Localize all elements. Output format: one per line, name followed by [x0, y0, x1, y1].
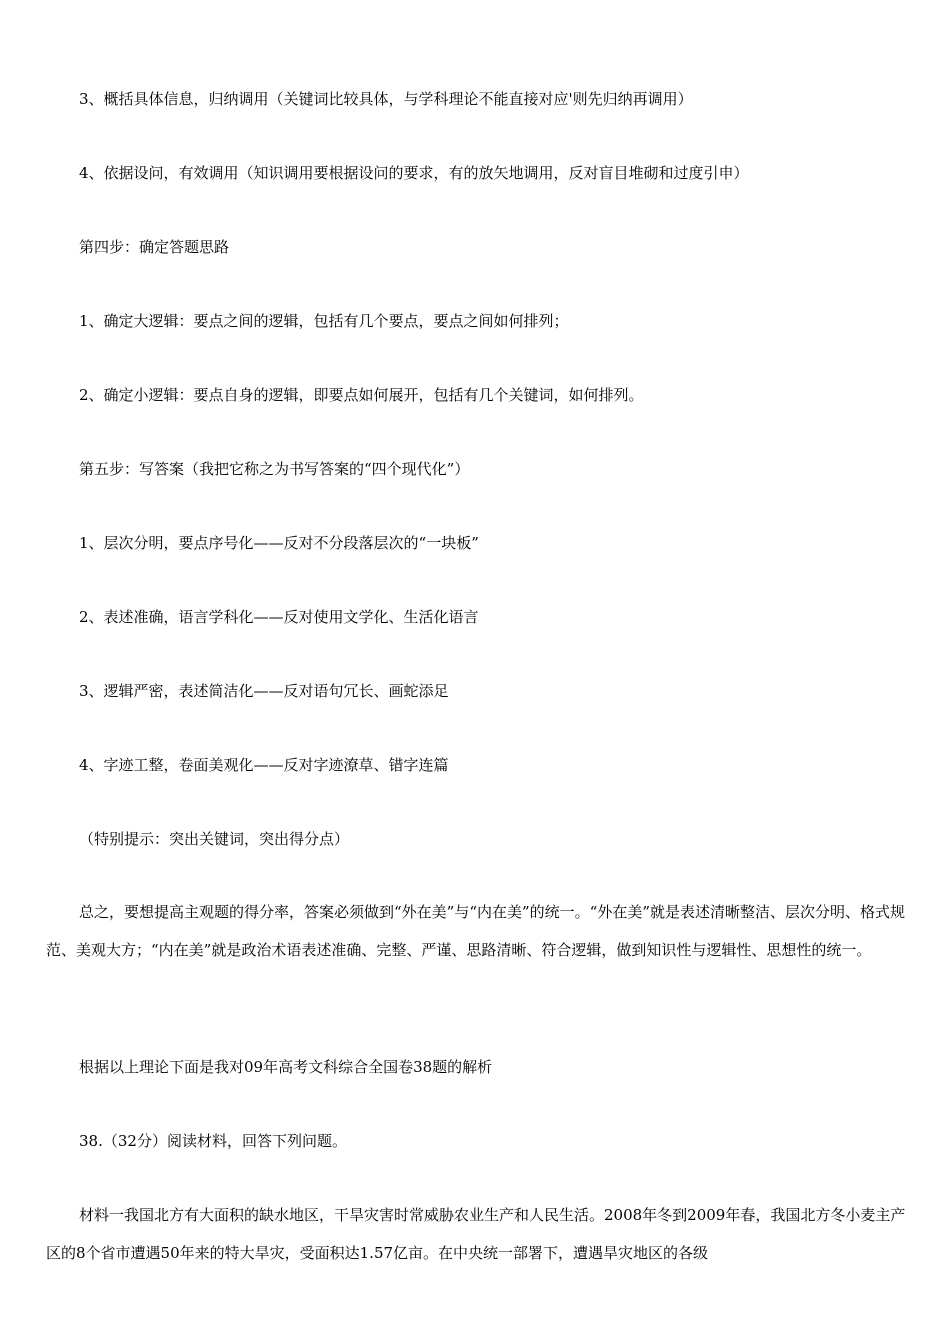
- step-four-item-2: 2、确定小逻辑：要点自身的逻辑，即要点如何展开，包括有几个关键词，如何排列。: [79, 386, 644, 404]
- analysis-intro: 根据以上理论下面是我对09年高考文科综合全国卷38题的解析: [79, 1058, 493, 1076]
- step-five-item-4: 4、字迹工整，卷面美观化——反对字迹潦草、错字连篇: [79, 756, 449, 774]
- question-line: 38.（32分）阅读材料，回答下列问题。: [79, 1132, 347, 1150]
- step-five-heading: 第五步：写答案（我把它称之为书写答案的“四个现代化”）: [79, 460, 470, 478]
- special-tip: （特别提示：突出关键词，突出得分点）: [79, 830, 350, 848]
- step-four-heading: 第四步：确定答题思路: [79, 238, 230, 256]
- step-five-item-3: 3、逻辑严密，表述简洁化——反对语句冗长、画蛇添足: [79, 682, 449, 700]
- step-five-item-1: 1、层次分明，要点序号化——反对不分段落层次的“一块板”: [79, 534, 479, 552]
- step-four-item-1: 1、确定大逻辑：要点之间的逻辑，包括有几个要点，要点之间如何排列；: [79, 312, 569, 330]
- material-paragraph: [46, 1196, 918, 1272]
- method-item-4: 4、依据设问，有效调用（知识调用要根据设问的要求，有的放矢地调用，反对盲目堆砌和过度引申）: [79, 164, 749, 182]
- summary-paragraph-text: 总之，要想提高主观题的得分率，答案必须做到“外在美”与“内在美”的统一。“外在美”就是表述清晰整洁、层次分明、格式规范、美观大方；“内在美”就是政治术语表述准确、完整、严谨、思路清晰、符合逻辑，做到知识性与逻辑性、思想性的统一。: [46, 903, 906, 959]
- material-paragraph-text: 材料一我国北方有大面积的缺水地区，干旱灾害时常威胁农业生产和人民生活。2008年冬到2009年春，我国北方冬小麦主产区的8个省市遭遇50年来的特大旱灾，受面积达1.57亿亩。在中央统一部署下，遭遇旱灾地区的各级: [46, 1206, 906, 1262]
- step-five-item-2: 2、表述准确，语言学科化——反对使用文学化、生活化语言: [79, 608, 479, 626]
- method-item-3: 3、概括具体信息，归纳调用（关键词比较具体，与学科理论不能直接对应'则先归纳再调用）: [79, 90, 693, 108]
- summary-paragraph: [46, 893, 918, 969]
